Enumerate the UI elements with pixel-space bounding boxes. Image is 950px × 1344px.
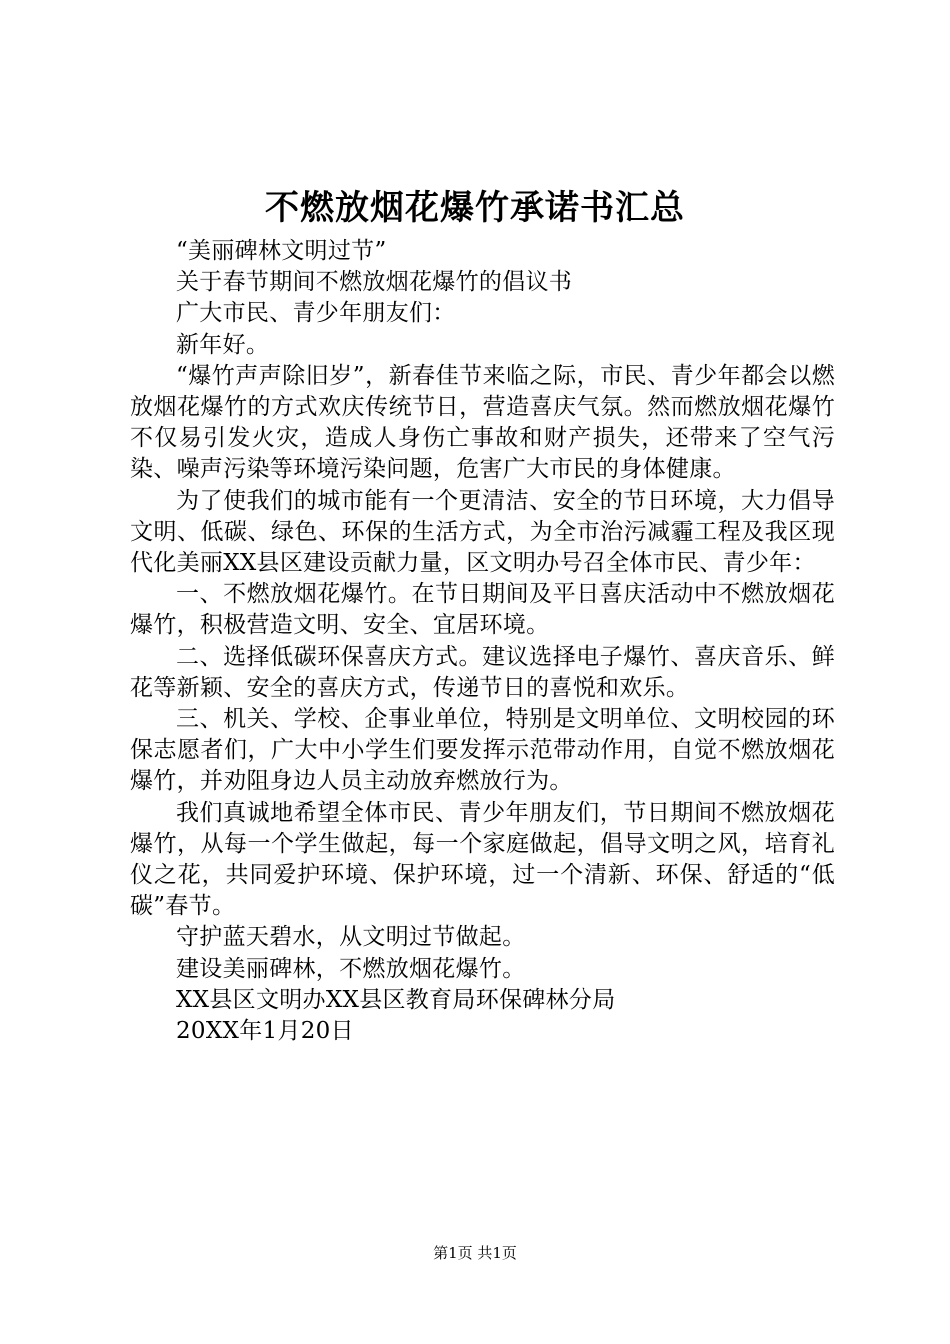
document-date: 20XX年1月20日	[176, 1018, 354, 1045]
proposal-heading: 关于春节期间不燃放烟花爆竹的倡议书	[176, 269, 573, 296]
body-paragraph-item-3: 三、机关、学校、企事业单位，特别是文明单位、文明校园的环保志愿者们，广大中小学生们要发挥示范带动作用，自觉不燃放烟花爆竹，并劝阻身边人员主动放弃燃放行为。	[130, 706, 835, 795]
slogan-closing-2: 建设美丽碑林，不燃放烟花爆竹。	[176, 955, 526, 982]
signatory: XX县区文明办XX县区教育局环保碑林分局	[176, 986, 616, 1013]
body-paragraph-call: 为了使我们的城市能有一个更清洁、安全的节日环境，大力倡导文明、低碳、绿色、环保的生活方式，为全市治污减霾工程及我区现代化美丽XX县区建设贡献力量，区文明办号召全体市民、青少年：	[130, 487, 835, 577]
greeting: 新年好。	[176, 331, 270, 358]
body-paragraph-item-2: 二、选择低碳环保喜庆方式。建议选择电子爆竹、喜庆音乐、鲜花等新颖、安全的喜庆方式，传递节日的喜悦和欢乐。	[130, 643, 835, 701]
page-number-footer: 第1页 共1页	[433, 1244, 517, 1262]
slogan-closing-1: 守护蓝天碧水，从文明过节做起。	[176, 924, 526, 951]
body-paragraph-intro: “爆竹声声除旧岁”，新春佳节来临之际，市民、青少年都会以燃放烟花爆竹的方式欢庆传统节日，营造喜庆气氛。然而燃放烟花爆竹不仅易引发火灾，造成人身伤亡事故和财产损失，还带来了空气污染、噪声污染等环境污染问题，危害广大市民的身体健康。	[130, 362, 835, 483]
document-body	[130, 236, 835, 1047]
salutation: 广大市民、青少年朋友们：	[176, 300, 456, 327]
document-title: 不燃放烟花爆竹承诺书汇总	[265, 188, 685, 228]
body-paragraph-closing: 我们真诚地希望全体市民、青少年朋友们，节日期间不燃放烟花爆竹，从每一个学生做起，每一个家庭做起，倡导文明之风，培育礼仪之花，共同爱护环境、保护环境，过一个清新、环保、舒适的“低碳”春节。	[130, 799, 835, 920]
slogan-line: “美丽碑林文明过节”	[176, 238, 387, 264]
body-paragraph-item-1: 一、不燃放烟花爆竹。在节日期间及平日喜庆活动中不燃放烟花爆竹，积极营造文明、安全、宜居环境。	[130, 581, 835, 639]
